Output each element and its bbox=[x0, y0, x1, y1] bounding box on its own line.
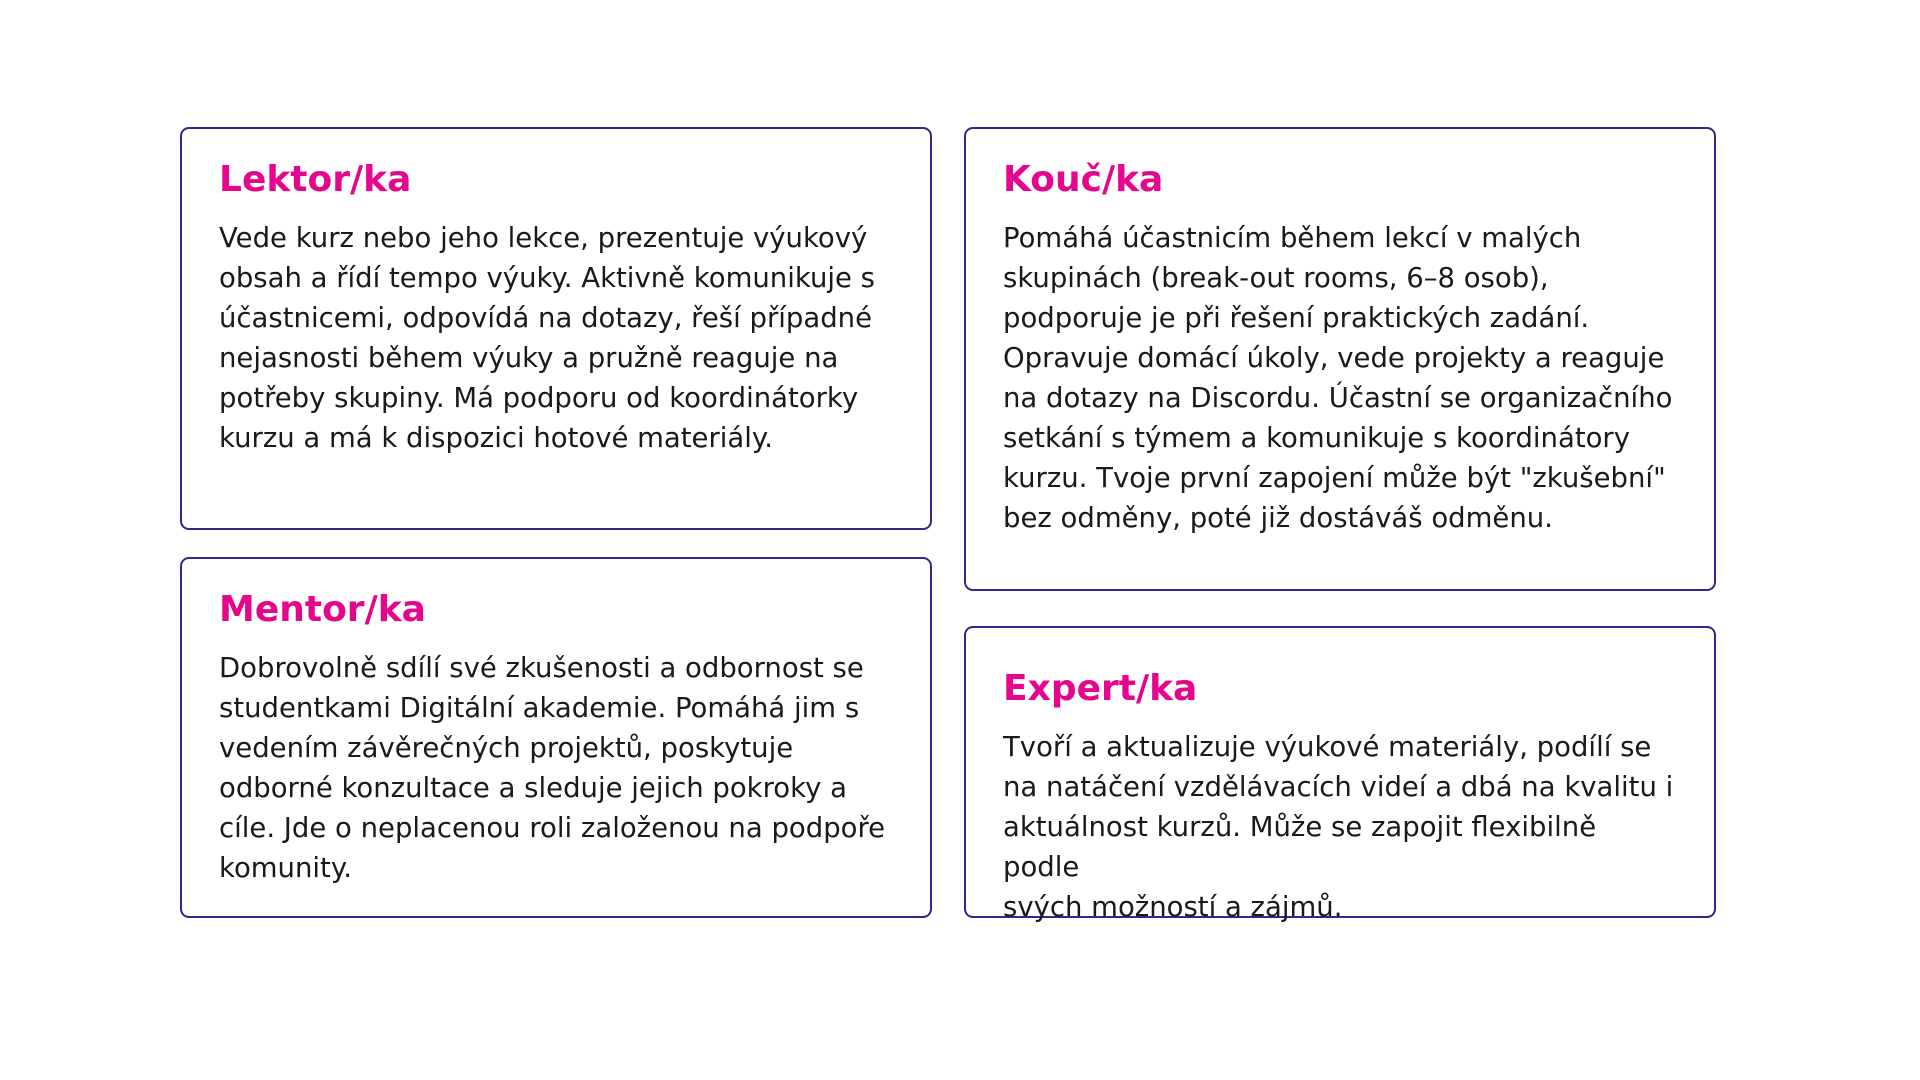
card-title-expert: Expert/ka bbox=[1003, 668, 1198, 709]
card-text-kouc: Pomáhá účastnicím během lekcí v malých skupinách (break-out rooms, 6–8 osob), podporuje je při řešení praktických zadání. Opravuje domácí úkoly, vede projekty a reaguje na dotazy na Discordu. Účastní se organizačního setkání s týmem a komunikuje s koordinátory kurzu. Tvoje první zapojení může být "zkušební" bez odměny, poté již dostáváš odměnu. bbox=[1003, 222, 1673, 534]
card-text-expert: Tvoří a aktualizuje výukové materiály, podílí se na natáčení vzdělávacích videí a dbá na kvalitu i aktuálnost kurzů. Může se zapojit flexibilně podle svých možností a zájmů. bbox=[1003, 731, 1674, 923]
card-title-lektor: Lektor/ka bbox=[219, 159, 412, 200]
card-text-lektor: Vede kurz nebo jeho lekce, prezentuje výukový obsah a řídí tempo výuky. Aktivně komunikuje s účastnicemi, odpovídá na dotazy, řeší případné nejasnosti během výuky a pružně reaguje na potřeby skupiny. Má podporu od koordinátorky kurzu a má k dispozici hotové materiály. bbox=[219, 222, 875, 454]
card-mentor bbox=[180, 557, 932, 918]
card-text-mentor: Dobrovolně sdílí své zkušenosti a odbornost se studentkami Digitální akademie. Pomáhá jim s vedením závěrečných projektů, poskytuje odborné konzultace a sleduje jejich pokroky a cíle. Jde o neplacenou roli založenou na podpoře komunity. bbox=[219, 652, 886, 884]
card-kouc bbox=[964, 127, 1716, 591]
card-expert bbox=[964, 626, 1716, 923]
card-title-mentor: Mentor/ka bbox=[219, 589, 426, 630]
card-lektor bbox=[180, 127, 932, 530]
card-title-kouc: Kouč/ka bbox=[1003, 159, 1164, 200]
